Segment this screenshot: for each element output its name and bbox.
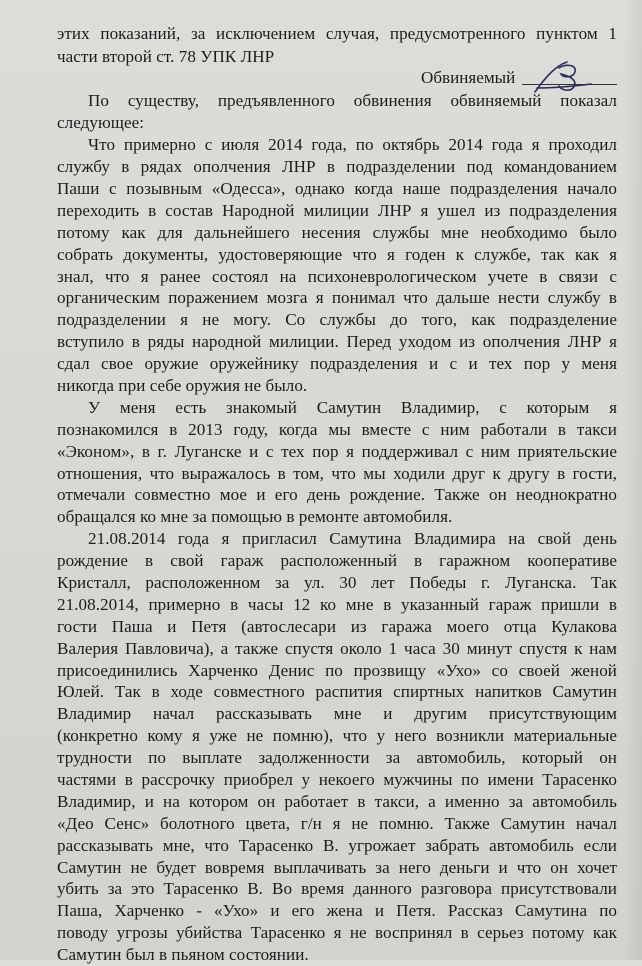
text-line: следующее:	[57, 113, 145, 133]
text-line: знал, что я ранее состоял на психоневрологическом учете в связи с	[57, 266, 617, 286]
text-line: У меня есть знакомый Самутин Владимир, с которым я	[88, 397, 617, 417]
text-line: Паша, Харченко - «Ухо» и его жена и Петя. Рассказ Самутина по	[57, 901, 617, 921]
text-line: познакомился в 2013 году, когда мы вместе с ним работали в такси	[57, 419, 617, 439]
text-line: никогда при себе оружия не было.	[57, 375, 308, 395]
text-line: органическим поражением мозга я понимал что дальше нести службу в	[57, 288, 617, 308]
text-line: Самутин не будет вовремя выплачивать за него деньги и что он хочет	[57, 857, 617, 877]
text-line: убить за это Тарасенко В. Во время данного разговора присутствовали	[57, 879, 617, 899]
page-shadow	[624, 0, 642, 960]
text-line: По существу, предъявленного обвинения обвиняемый показал	[88, 91, 617, 111]
text-line: гости Паша и Петя (автослесари из гаража моего отца Кулакова	[57, 616, 617, 636]
text-line: частями в рассрочку приобрел у некоего мужчины по имени Тарасенко	[57, 769, 617, 789]
text-line: рассказывать мне, что Тарасенко В. угрожает забрать автомобиль если	[57, 835, 617, 855]
text-line: (конкретно кому я уже не помню), что у него возникли материальные	[57, 726, 617, 746]
text-line: службу в рядах ополчения ЛНР в подразделении под командованием	[57, 157, 617, 177]
text-line: части второй ст. 78 УПК ЛНР	[57, 46, 275, 66]
text-line: 21.08.2014, примерно в часы 12 ко мне в указанный гараж пришли в	[57, 594, 617, 614]
text-line: 21.08.2014 года я пригласил Самутина Владимира на свой день	[88, 529, 617, 549]
text-line: сдал свое оружие оружейнику подразделения и с и тех пор у меня	[57, 354, 617, 373]
text-line: Владимир начал рассказывать мне и другим присутствующим	[57, 704, 617, 724]
text-line: Паши с позывным «Одесса», однако когда наше подразделения начало	[57, 178, 617, 198]
text-line: рождение в свой гараж расположенный в гаражном кооперативе	[57, 551, 617, 570]
text-line: собрать документы, удостоверяющие что я годен к службе, так как я	[57, 244, 617, 264]
text-line: обращался ко мне за помощью в ремонте автомобиля.	[57, 507, 453, 527]
text-line: Что примерно с июля 2014 года, по октябрь 2014 года я проходил	[88, 135, 617, 155]
text-line: вступило в ряды народной милиции. Перед уходом из ополчения ЛНР я	[57, 332, 617, 352]
text-line: «Эконом», в г. Луганске и с тех пор я поддерживал с ним приятельские	[57, 441, 617, 461]
text-line: поводу угрозы убийства Тарасенко я не воспринял в серьез потому как	[57, 923, 617, 943]
text-line: потому как для дальнейшего несения службы мне необходимо было	[57, 222, 617, 242]
text-line: Владимир, и на котором он работает в такси, а именно за автомобиль	[57, 791, 617, 811]
text-line: присоединились Харченко Денис по прозвищу «Ухо» со своей женой	[57, 660, 617, 680]
text-line: этих показаний, за исключением случая, предусмотренного пунктом 1	[57, 24, 617, 43]
text-line: трудности по выплате задолженности за автомобиль, который он	[57, 748, 617, 767]
text-line: подразделении я не могу. Со службы до того, как подразделение	[57, 310, 617, 330]
signature-label: Обвиняемый	[421, 67, 516, 87]
text-line: «Део Сенс» болотного цвета, г/н я не помню. Также Самутин начал	[57, 813, 617, 833]
text-line: переходить в состав Народной милиции ЛНР я ушел из подразделения	[57, 200, 617, 220]
text-line: Валерия Павловича), а также спустя около 1 часа 30 минут спустя к нам	[57, 638, 617, 658]
text-line: Юлей. Так в ходе совместного распития спиртных напитков Самутин	[57, 682, 617, 702]
text-line: Самутин был в пьяном состоянии.	[57, 945, 309, 964]
text-line: отмечали совместно мое и его день рождение. Также он неоднократно	[57, 485, 617, 505]
text-line: отношения, что выражалось в том, что мы ходили друг к другу в гости,	[57, 463, 617, 483]
text-line: Кристалл, расположенном за ул. 30 лет Победы г. Луганска. Так	[57, 572, 617, 592]
